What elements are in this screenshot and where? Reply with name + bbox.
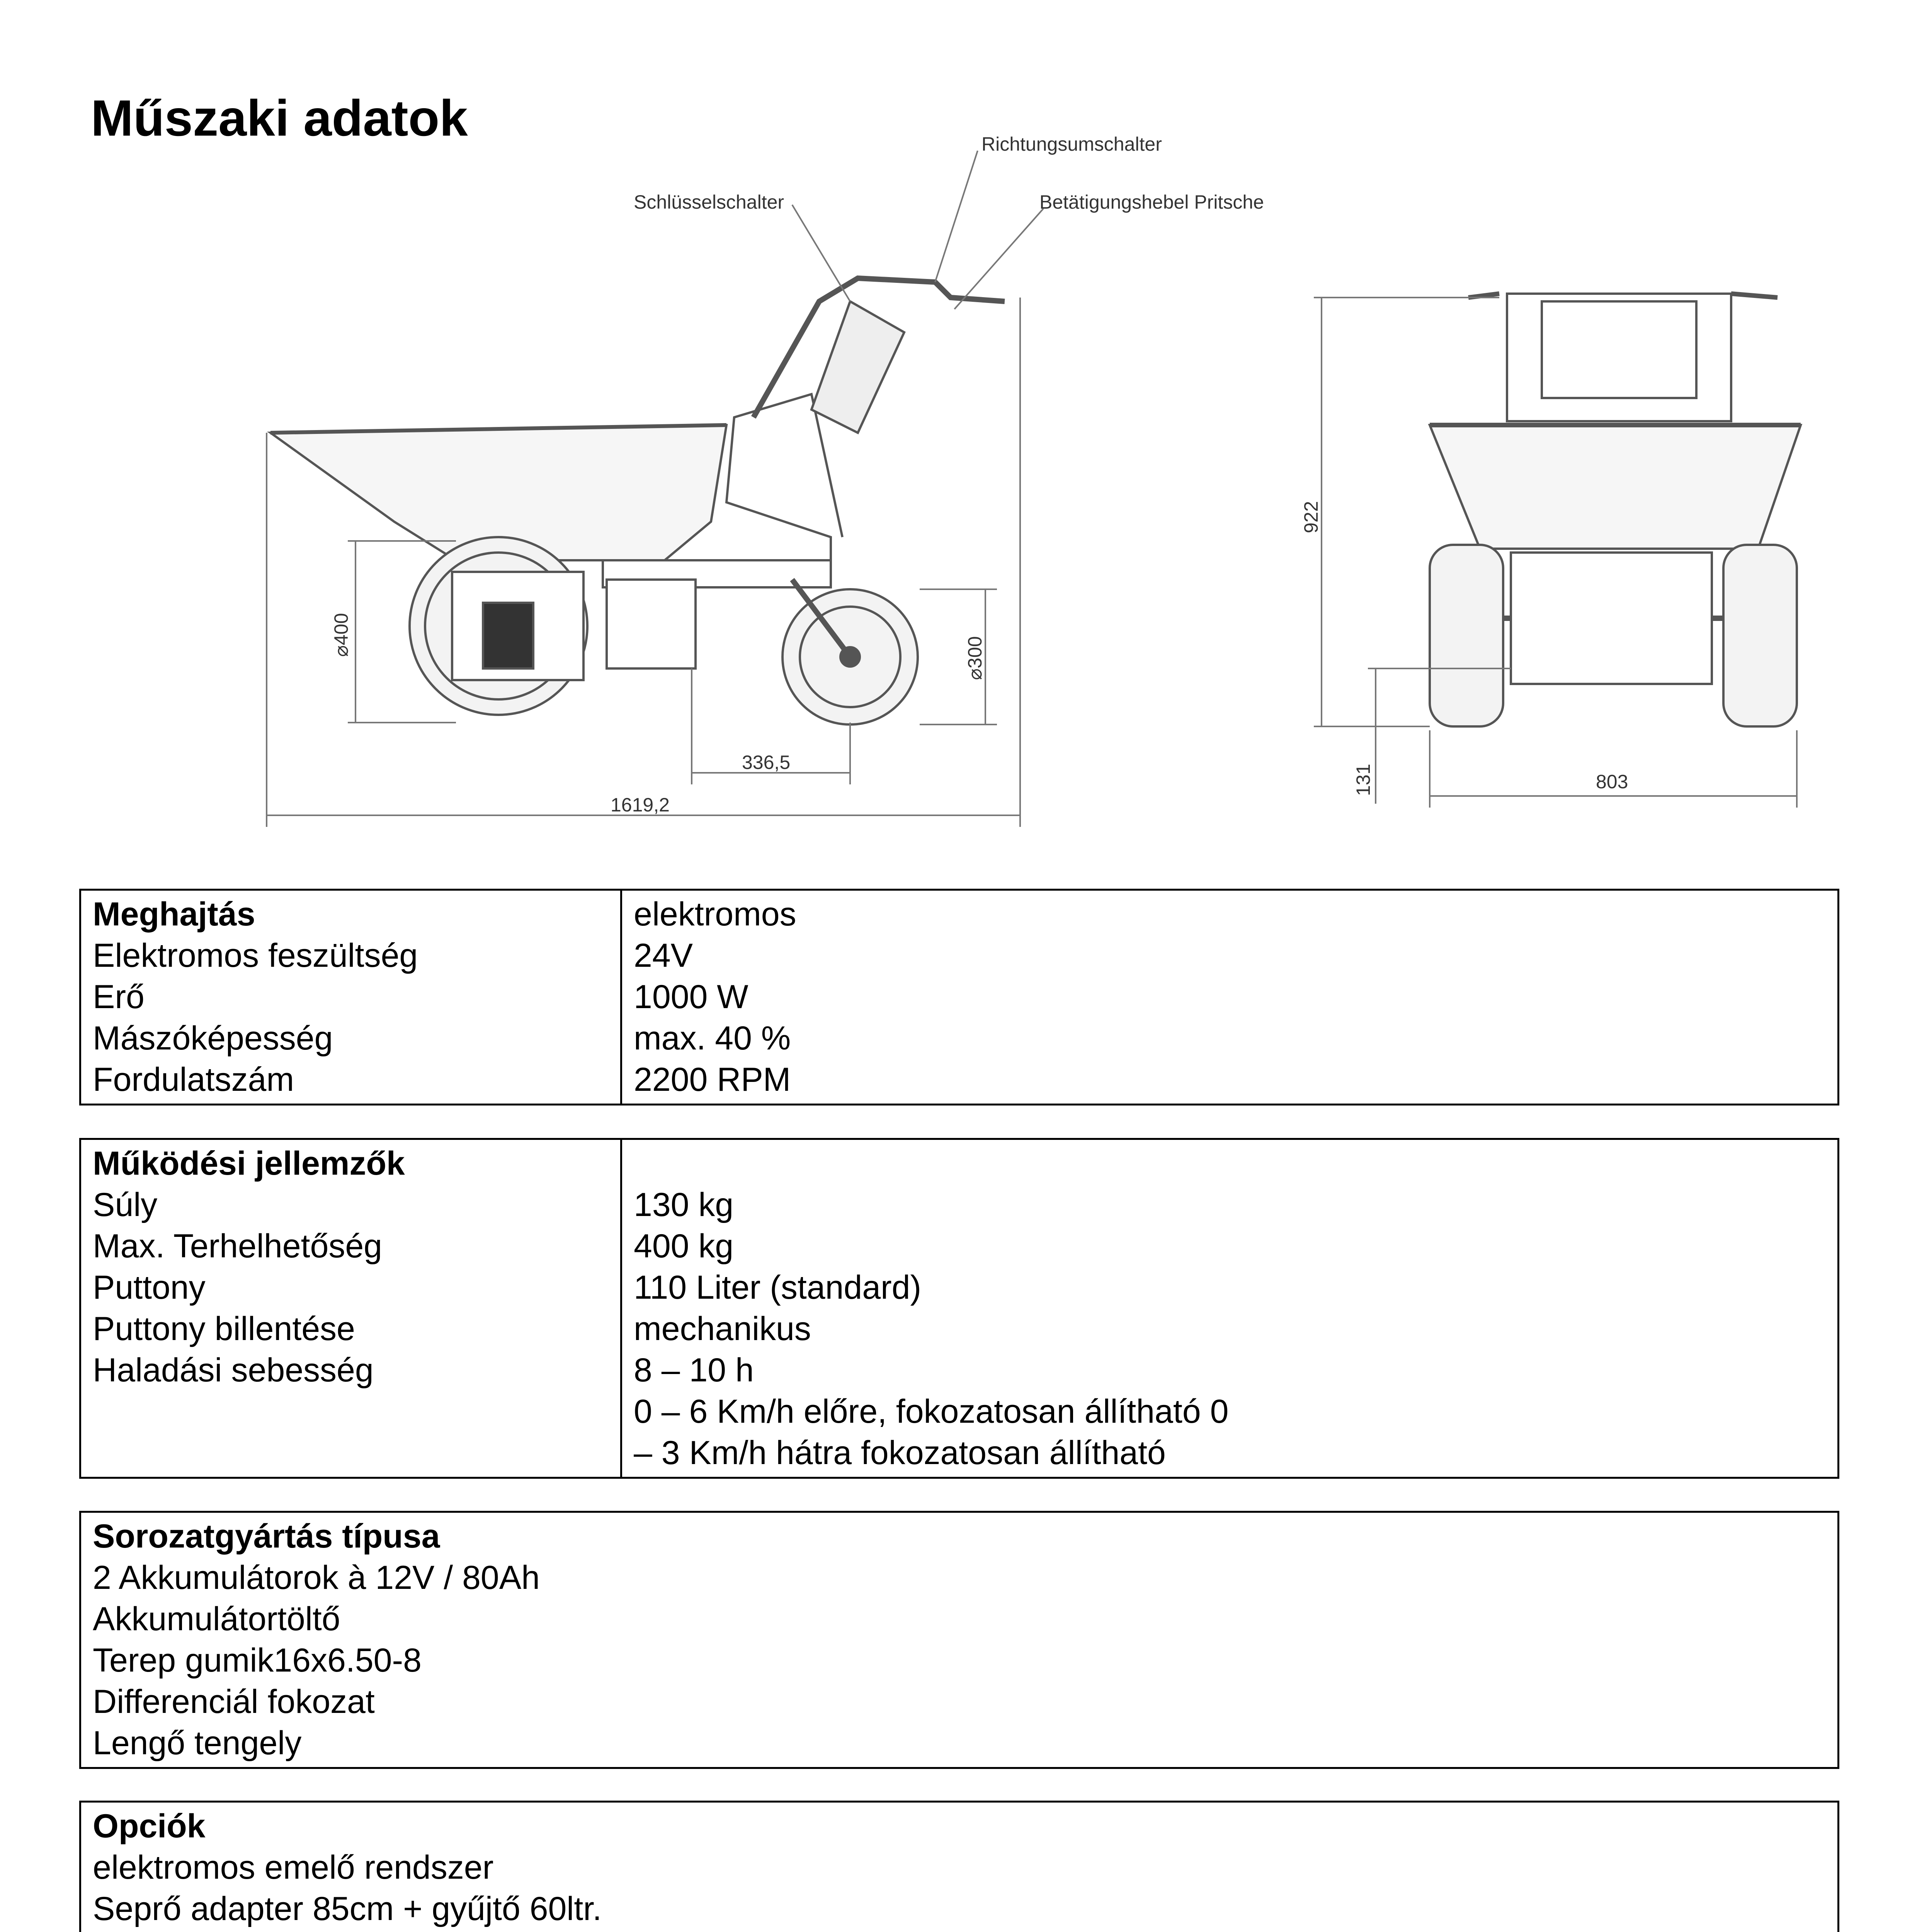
drive-labels <box>81 891 622 1104</box>
operation-values <box>622 1140 1837 1477</box>
operation-value: 0 – 6 Km/h előre, fokozatosan állítható 0 <box>634 1393 1229 1430</box>
operation-table <box>79 1138 1839 1479</box>
operation-value: 130 kg <box>634 1186 734 1223</box>
drive-value: 24V <box>634 937 693 974</box>
operation-label: Max. Terhelhetőség <box>93 1228 382 1265</box>
drive-values <box>622 891 1837 1104</box>
drive-value: max. 40 % <box>634 1020 791 1057</box>
series-item: Lengő tengely <box>93 1725 302 1762</box>
operation-label: Puttony billentése <box>93 1310 355 1347</box>
dim-height: 922 <box>1300 501 1322 533</box>
page-title: Műszaki adatok <box>91 90 468 146</box>
operation-value: 110 Liter (standard) <box>634 1269 922 1306</box>
options-item: Seprő adapter 85cm + gyűjtő 60ltr. <box>93 1890 602 1927</box>
technical-drawing <box>0 116 1917 850</box>
callout-direction-switch: Richtungsumschalter <box>981 133 1162 155</box>
dim-rear-wheel: ⌀400 <box>330 613 352 657</box>
drive-label: Erő <box>93 978 145 1015</box>
operation-label: Haladási sebesség <box>93 1352 374 1389</box>
operation-value: – 3 Km/h hátra fokozatosan állítható <box>634 1434 1166 1471</box>
operation-value: 400 kg <box>634 1228 734 1265</box>
series-item: 2 Akkumulátorok à 12V / 80Ah <box>93 1559 540 1596</box>
drive-label: Mászóképesség <box>93 1020 333 1057</box>
drive-label: Elektromos feszültség <box>93 937 418 974</box>
series-table <box>79 1511 1839 1769</box>
options-item: elektromos emelő rendszer <box>93 1849 494 1886</box>
drive-heading-value: elektromos <box>634 896 796 933</box>
operation-value: mechanikus <box>634 1310 811 1347</box>
drive-value: 2200 RPM <box>634 1061 791 1098</box>
dim-length: 1619,2 <box>611 794 670 816</box>
motor-box-front <box>1511 553 1712 684</box>
operation-label: Súly <box>93 1186 158 1223</box>
drive-label: Fordulatszám <box>93 1061 294 1098</box>
right-wheel-front <box>1723 545 1797 726</box>
series-item: Terep gumik16x6.50-8 <box>93 1642 422 1679</box>
drive-table <box>79 889 1839 1105</box>
battery-box-side <box>607 580 696 668</box>
operation-label: Puttony <box>93 1269 206 1306</box>
callout-tipper-lever: Betätigungshebel Pritsche <box>1039 191 1264 213</box>
operation-labels <box>81 1140 622 1477</box>
dim-front-wheel: ⌀300 <box>964 636 986 680</box>
series-heading: Sorozatgyártás típusa <box>93 1518 440 1555</box>
dim-width: 803 <box>1596 771 1628 793</box>
options-item <box>93 1930 1826 1932</box>
options-heading: Opciók <box>93 1808 206 1845</box>
dim-clearance: 131 <box>1352 764 1374 796</box>
left-wheel-front <box>1430 545 1503 726</box>
operation-heading: Működési jellemzők <box>93 1145 405 1182</box>
dim-wheelbase: 336,5 <box>742 752 791 773</box>
operation-value: 8 – 10 h <box>634 1352 754 1389</box>
options-table <box>79 1801 1839 1932</box>
series-item: Akkumulátortöltő <box>93 1600 340 1638</box>
drive-heading: Meghajtás <box>93 896 255 933</box>
drive-value: 1000 W <box>634 978 748 1015</box>
series-item: Differenciál fokozat <box>93 1683 375 1720</box>
callout-key-switch: Schlüsselschalter <box>634 191 784 213</box>
bucket-front <box>1430 425 1801 549</box>
